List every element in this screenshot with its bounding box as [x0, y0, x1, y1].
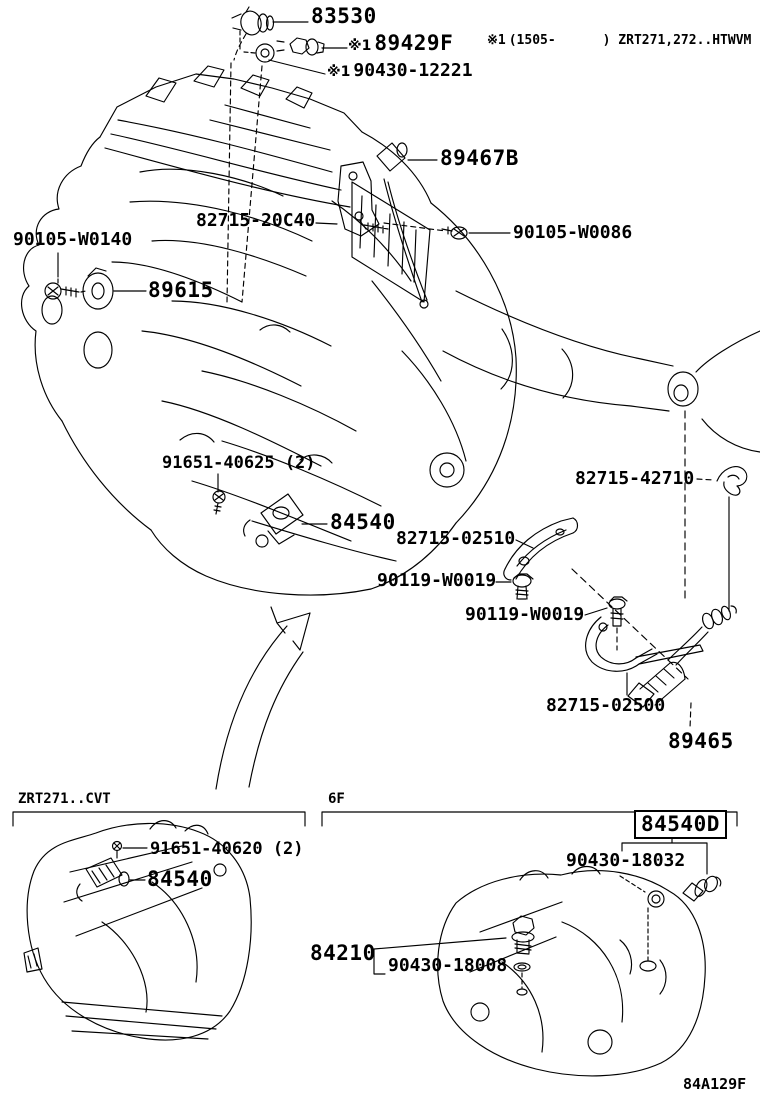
- wire-hook-42710-sketch: [697, 467, 747, 496]
- part-label-82715-42710: 82715-42710: [575, 468, 695, 489]
- ref-mark: ※1: [348, 38, 372, 54]
- part-label-90430-18008: 90430-18008: [388, 955, 508, 976]
- view-arrow: [216, 607, 310, 789]
- section-title-cvt: ZRT271..CVT: [18, 791, 111, 807]
- bolt-W0019-b-sketch: [585, 597, 627, 650]
- part-label-82715-02510: 82715-02510: [396, 528, 516, 549]
- part-label-84210: 84210: [310, 941, 376, 965]
- speed-sensor-84210-sketch: [512, 916, 534, 995]
- cam-sensor-main-sketch: [213, 474, 327, 547]
- part-label-90105-W0086: 90105-W0086: [513, 222, 633, 243]
- knock-sensor-sketch: [83, 268, 146, 309]
- part-label-84540-cvt: 84540: [147, 867, 213, 891]
- cam-sensor-cvt-sketch: [77, 842, 147, 902]
- transmission-switch-84540D-sketch: [640, 874, 721, 971]
- section-divider-brackets: [13, 812, 737, 826]
- part-label-84540-main: 84540: [330, 510, 396, 534]
- hidden-leader-lines: [227, 63, 262, 302]
- temp-sensor-sketch: [277, 38, 347, 55]
- sensor-bracket-20C40-sketch: [316, 162, 446, 236]
- oil-pressure-switch-sketch: [232, 7, 308, 60]
- part-label-90119-W0019-a: 90119-W0019: [377, 570, 497, 591]
- part-label-90105-W0140: 90105-W0140: [13, 229, 133, 250]
- part-label-90119-W0019-b: 90119-W0019: [465, 604, 585, 625]
- bracket-02500-sketch: [586, 617, 703, 695]
- washer-sketch: [240, 31, 325, 74]
- part-label-89429F: ※1 89429F: [348, 31, 454, 55]
- part-label-89467B: 89467B: [440, 146, 519, 170]
- part-label-84540D: 84540D: [634, 810, 727, 839]
- bolt-W0019-a-sketch: [496, 574, 533, 599]
- part-label-91651-40620: 91651-40620 (2): [150, 839, 304, 859]
- figure-code: 84A129F: [683, 1075, 747, 1093]
- part-label-89615: 89615: [148, 278, 214, 302]
- part-label-90430-12221: ※1 90430-12221: [327, 60, 473, 81]
- part-label-82715-02500: 82715-02500: [546, 695, 666, 716]
- applicability-note: ※1 (1505- ) ZRT271,272..HTWVM: [487, 33, 752, 48]
- part-label-89465: 89465: [668, 729, 734, 753]
- ref-mark: ※1: [327, 64, 351, 80]
- bolt-W0086-sketch: [442, 227, 510, 239]
- part-label-90430-18032: 90430-18032: [566, 850, 686, 871]
- part-label-83530: 83530: [311, 4, 377, 28]
- part-label-82715-20C40: 82715-20C40: [196, 210, 316, 231]
- bolt-W0140-sketch: [45, 253, 86, 299]
- part-label-91651-40625: 91651-40625 (2): [162, 453, 316, 473]
- section-title-6f: 6F: [328, 791, 345, 807]
